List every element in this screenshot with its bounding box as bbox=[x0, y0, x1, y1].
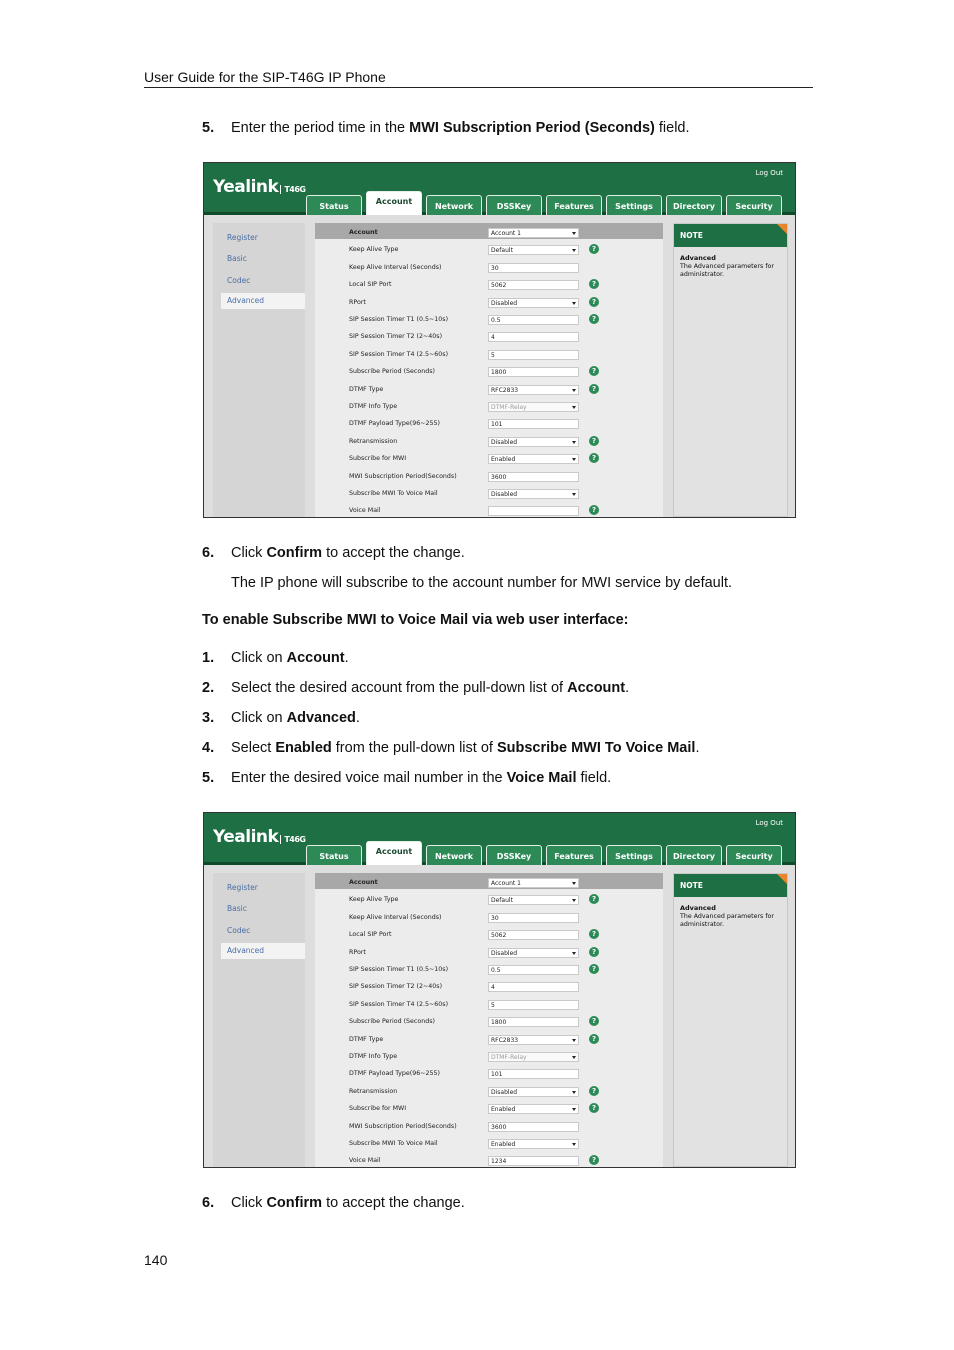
chevron-down-icon bbox=[572, 389, 576, 392]
note-corner-mark bbox=[777, 224, 787, 234]
note-header: NOTE bbox=[674, 874, 787, 897]
step-number: 3. bbox=[202, 710, 215, 726]
step-text: Click on Account. bbox=[231, 650, 349, 666]
text-field[interactable] bbox=[488, 419, 579, 429]
field-label: Voice Mail bbox=[349, 1157, 381, 1165]
field-value: 1800 bbox=[491, 1019, 507, 1027]
note-heading: Advanced bbox=[680, 254, 716, 262]
field-value: Enabled bbox=[491, 456, 516, 464]
chevron-down-icon bbox=[572, 1108, 576, 1111]
sidebar-item-basic[interactable]: Basic bbox=[227, 904, 247, 913]
field-label: Subscribe Period (Seconds) bbox=[349, 1018, 435, 1026]
field-value: 3600 bbox=[491, 1123, 507, 1131]
help-icon[interactable]: ? bbox=[589, 297, 599, 307]
field-value: 3600 bbox=[491, 473, 507, 481]
note-panel bbox=[673, 223, 788, 517]
field-value: 5 bbox=[491, 1001, 495, 1009]
chevron-down-icon bbox=[572, 899, 576, 902]
field-value: 101 bbox=[491, 1071, 503, 1079]
field-value: Enabled bbox=[491, 1141, 516, 1148]
field-label: Subscribe MWI To Voice Mail bbox=[349, 1140, 438, 1147]
help-icon[interactable]: ? bbox=[589, 947, 599, 957]
field-label: Retransmission bbox=[349, 437, 398, 445]
text-field[interactable] bbox=[488, 263, 579, 273]
help-icon[interactable]: ? bbox=[589, 1086, 599, 1096]
text-field[interactable] bbox=[488, 1000, 579, 1010]
select-field[interactable] bbox=[488, 1035, 579, 1045]
text-field[interactable] bbox=[488, 280, 579, 290]
field-value: Disabled bbox=[491, 1088, 518, 1096]
field-value: 1800 bbox=[491, 369, 507, 377]
help-icon[interactable]: ? bbox=[589, 929, 599, 939]
text-field[interactable] bbox=[488, 1017, 579, 1027]
logout-link[interactable]: Log Out bbox=[755, 819, 783, 827]
field-value: Disabled bbox=[491, 491, 518, 498]
help-icon[interactable]: ? bbox=[589, 244, 599, 254]
step-text: Enter the desired voice mail number in the Voice Mail field. bbox=[231, 770, 612, 786]
chevron-down-icon bbox=[572, 493, 576, 496]
select-field[interactable] bbox=[488, 228, 579, 238]
select-field[interactable] bbox=[488, 245, 579, 255]
field-value: 0.5 bbox=[491, 317, 501, 324]
field-label: MWI Subscription Period(Seconds) bbox=[349, 1122, 457, 1130]
chevron-down-icon bbox=[572, 1143, 576, 1146]
note-corner-mark bbox=[777, 874, 787, 884]
top-bar bbox=[204, 163, 795, 215]
field-label: DTMF Payload Type(96~255) bbox=[349, 420, 440, 428]
field-value: Enabled bbox=[491, 1106, 516, 1114]
field-label: Local SIP Port bbox=[349, 931, 392, 939]
text-field[interactable] bbox=[488, 965, 579, 975]
info-note: The IP phone will subscribe to the account number for MWI service by default. bbox=[231, 575, 733, 591]
text-field[interactable] bbox=[488, 315, 579, 325]
field-label: SIP Session Timer T4 (2.5~60s) bbox=[349, 1000, 449, 1008]
step-text: Select Enabled from the pull-down list of Subscribe MWI To Voice Mail. bbox=[231, 740, 700, 756]
top-bar bbox=[204, 813, 795, 865]
field-value: 4 bbox=[491, 334, 495, 342]
help-icon[interactable]: ? bbox=[589, 453, 599, 463]
select-field[interactable] bbox=[488, 895, 579, 905]
field-label: Retransmission bbox=[349, 1087, 398, 1095]
tab-directory[interactable]: Directory bbox=[666, 195, 722, 215]
step-number: 4. bbox=[202, 740, 215, 756]
help-icon[interactable]: ? bbox=[589, 366, 599, 376]
yealink-logo: Yealink T46G bbox=[213, 177, 306, 197]
text-field[interactable] bbox=[488, 1069, 579, 1079]
field-label: Keep Alive Interval (Seconds) bbox=[349, 263, 442, 271]
yealink-logo: Yealink T46G bbox=[213, 827, 306, 847]
field-label: DTMF Type bbox=[349, 385, 384, 393]
chevron-down-icon bbox=[572, 882, 576, 885]
page-number: 140 bbox=[144, 1252, 168, 1268]
field-label: Keep Alive Type bbox=[349, 896, 399, 904]
field-value: 1234 bbox=[491, 1158, 507, 1166]
field-label: RPort bbox=[349, 298, 366, 306]
section-heading: To enable Subscribe MWI to Voice Mail via web user interface: bbox=[202, 612, 629, 628]
note-header: NOTE bbox=[674, 224, 787, 247]
field-value: Account 1 bbox=[491, 880, 521, 887]
tab-features[interactable]: Features bbox=[546, 195, 602, 215]
sidebar-item-codec[interactable]: Codec bbox=[227, 926, 251, 935]
tab-account[interactable]: Account bbox=[366, 841, 422, 865]
select-field[interactable] bbox=[488, 385, 579, 395]
field-label: Account bbox=[349, 229, 378, 236]
help-icon[interactable]: ? bbox=[589, 436, 599, 446]
field-label: RPort bbox=[349, 948, 366, 956]
field-value: 101 bbox=[491, 421, 503, 429]
text-field[interactable] bbox=[488, 472, 579, 482]
help-icon[interactable]: ? bbox=[589, 894, 599, 904]
help-icon[interactable]: ? bbox=[589, 1103, 599, 1113]
field-label: DTMF Type bbox=[349, 1035, 384, 1043]
field-value: 0.5 bbox=[491, 967, 501, 974]
select-field[interactable] bbox=[488, 298, 579, 308]
logout-link[interactable]: Log Out bbox=[755, 169, 783, 177]
select-field[interactable] bbox=[488, 878, 579, 888]
field-label: SIP Session Timer T2 (2~40s) bbox=[349, 333, 443, 341]
help-icon[interactable]: ? bbox=[589, 964, 599, 974]
select-field bbox=[488, 1052, 579, 1062]
tab-status[interactable]: Status bbox=[306, 845, 362, 865]
step-text: Select the desired account from the pull-down list of Account. bbox=[231, 680, 630, 696]
field-value: Disabled bbox=[491, 299, 518, 307]
select-field[interactable] bbox=[488, 1139, 579, 1149]
field-value: Disabled bbox=[491, 949, 518, 957]
select-field bbox=[488, 402, 579, 412]
field-label: SIP Session Timer T4 (2.5~60s) bbox=[349, 350, 449, 358]
field-label: SIP Session Timer T2 (2~40s) bbox=[349, 983, 443, 991]
text-field[interactable] bbox=[488, 930, 579, 940]
text-field[interactable] bbox=[488, 982, 579, 992]
select-field[interactable] bbox=[488, 437, 579, 447]
select-field[interactable] bbox=[488, 489, 579, 499]
step-number: 2. bbox=[202, 680, 215, 696]
tab-features[interactable]: Features bbox=[546, 845, 602, 865]
sidebar-item-codec[interactable]: Codec bbox=[227, 276, 251, 285]
field-value: RFC2833 bbox=[491, 386, 519, 394]
field-label: Subscribe Period (Seconds) bbox=[349, 368, 435, 376]
field-label: DTMF Payload Type(96~255) bbox=[349, 1070, 440, 1078]
field-value: 5062 bbox=[491, 282, 507, 290]
text-field[interactable] bbox=[488, 913, 579, 923]
step-text: Click Confirm to accept the change. bbox=[231, 545, 465, 561]
web-ui-screenshot-2 bbox=[203, 812, 796, 1168]
field-value: 5062 bbox=[491, 932, 507, 940]
field-value: Account 1 bbox=[491, 230, 521, 237]
settings-table bbox=[315, 223, 663, 517]
field-value: 5 bbox=[491, 351, 495, 359]
tab-settings[interactable]: Settings bbox=[606, 195, 662, 215]
select-field[interactable] bbox=[488, 1104, 579, 1114]
field-label: Subscribe MWI To Voice Mail bbox=[349, 490, 438, 497]
help-icon[interactable]: ? bbox=[589, 1016, 599, 1026]
chevron-down-icon bbox=[572, 441, 576, 444]
tab-directory[interactable]: Directory bbox=[666, 845, 722, 865]
tab-status[interactable]: Status bbox=[306, 195, 362, 215]
field-label: SIP Session Timer T1 (0.5~10s) bbox=[349, 316, 449, 323]
field-value: 4 bbox=[491, 984, 495, 992]
step-text: Click Confirm to accept the change. bbox=[231, 1195, 465, 1211]
text-field[interactable] bbox=[488, 1156, 579, 1166]
sidebar-item-advanced[interactable]: Advanced bbox=[221, 943, 305, 959]
tab-security[interactable]: Security bbox=[726, 195, 782, 215]
tab-dsskey[interactable]: DSSKey bbox=[486, 195, 542, 215]
sidebar-item-basic[interactable]: Basic bbox=[227, 254, 247, 263]
field-label: Local SIP Port bbox=[349, 281, 392, 289]
chevron-down-icon bbox=[572, 302, 576, 305]
text-field[interactable] bbox=[488, 506, 579, 516]
field-label: Keep Alive Type bbox=[349, 246, 399, 254]
chevron-down-icon bbox=[572, 952, 576, 955]
note-heading: Advanced bbox=[680, 904, 716, 912]
help-icon[interactable]: ? bbox=[589, 384, 599, 394]
step-text: Enter the period time in the MWI Subscription Period (Seconds) field. bbox=[231, 120, 690, 136]
tab-dsskey[interactable]: DSSKey bbox=[486, 845, 542, 865]
field-value: 30 bbox=[491, 264, 499, 272]
text-field[interactable] bbox=[488, 350, 579, 360]
tab-settings[interactable]: Settings bbox=[606, 845, 662, 865]
chevron-down-icon bbox=[572, 249, 576, 252]
tab-network[interactable]: Network bbox=[426, 195, 482, 215]
field-label: SIP Session Timer T1 (0.5~10s) bbox=[349, 966, 449, 973]
tab-account[interactable]: Account bbox=[366, 191, 422, 215]
sidebar bbox=[213, 873, 305, 1167]
select-field[interactable] bbox=[488, 1087, 579, 1097]
select-field[interactable] bbox=[488, 454, 579, 464]
help-icon[interactable]: ? bbox=[589, 1034, 599, 1044]
sidebar-item-register[interactable]: Register bbox=[227, 233, 258, 242]
text-field[interactable] bbox=[488, 332, 579, 342]
select-field[interactable] bbox=[488, 948, 579, 958]
chevron-down-icon bbox=[572, 458, 576, 461]
field-label: MWI Subscription Period(Seconds) bbox=[349, 472, 457, 480]
chevron-down-icon bbox=[572, 1039, 576, 1042]
help-icon[interactable]: ? bbox=[589, 279, 599, 289]
tab-security[interactable]: Security bbox=[726, 845, 782, 865]
sidebar-item-register[interactable]: Register bbox=[227, 883, 258, 892]
field-value: Default bbox=[491, 247, 513, 255]
field-value: RFC2833 bbox=[491, 1036, 519, 1044]
help-icon[interactable]: ? bbox=[589, 314, 599, 324]
field-label: DTMF Info Type bbox=[349, 1053, 398, 1060]
note-panel bbox=[673, 873, 788, 1167]
sidebar-item-advanced[interactable]: Advanced bbox=[221, 293, 305, 309]
chevron-down-icon bbox=[572, 1056, 576, 1059]
field-label: Keep Alive Interval (Seconds) bbox=[349, 913, 442, 921]
note-text: The Advanced parameters for administrator. bbox=[680, 263, 775, 278]
step-number: 1. bbox=[202, 650, 215, 666]
help-icon[interactable]: ? bbox=[589, 505, 599, 515]
running-header: User Guide for the SIP-T46G IP Phone bbox=[144, 69, 813, 88]
step-number: 6. bbox=[202, 545, 215, 561]
field-label: Subscribe for MWI bbox=[349, 1105, 407, 1113]
step-number: 5. bbox=[202, 120, 215, 136]
field-label: Subscribe for MWI bbox=[349, 455, 407, 463]
field-value: DTMF-Relay bbox=[491, 1054, 527, 1061]
text-field[interactable] bbox=[488, 1122, 579, 1132]
field-label: Voice Mail bbox=[349, 507, 381, 515]
web-ui-screenshot-1 bbox=[203, 162, 796, 518]
note-text: The Advanced parameters for administrator. bbox=[680, 913, 775, 928]
step-text: Click on Advanced. bbox=[231, 710, 360, 726]
field-label: DTMF Info Type bbox=[349, 403, 398, 410]
step-number: 6. bbox=[202, 1195, 215, 1211]
tab-network[interactable]: Network bbox=[426, 845, 482, 865]
chevron-down-icon bbox=[572, 1091, 576, 1094]
chevron-down-icon bbox=[572, 406, 576, 409]
field-value: Disabled bbox=[491, 438, 518, 446]
settings-table bbox=[315, 873, 663, 1167]
field-value: Default bbox=[491, 897, 513, 905]
help-icon[interactable]: ? bbox=[589, 1155, 599, 1165]
field-value: 30 bbox=[491, 914, 499, 922]
text-field[interactable] bbox=[488, 367, 579, 377]
sidebar bbox=[213, 223, 305, 517]
chevron-down-icon bbox=[572, 232, 576, 235]
field-label: Account bbox=[349, 879, 378, 886]
field-value: DTMF-Relay bbox=[491, 404, 527, 411]
step-number: 5. bbox=[202, 770, 215, 786]
